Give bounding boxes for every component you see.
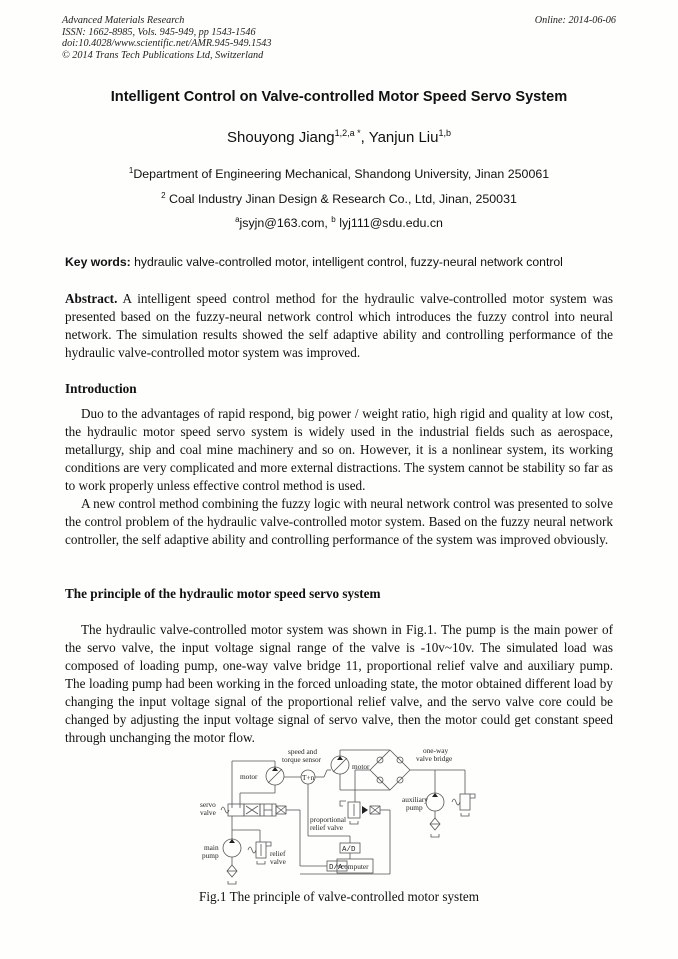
author-superscript: 1,b — [438, 128, 451, 138]
introduction-paragraph-1 — [65, 405, 613, 495]
section-heading-introduction: Introduction — [65, 381, 137, 396]
label-servo-line1: servo — [200, 800, 216, 809]
journal-name: Advanced Materials Research — [62, 15, 185, 26]
journal-doi[interactable]: doi:10.4028/www.scientific.net/AMR.945-949.1543 — [62, 38, 272, 49]
affiliation-superscript: 2 — [161, 191, 166, 200]
label-motor-left: motor — [240, 772, 258, 781]
auxiliary-relief-valve-icon — [452, 770, 475, 816]
main-pump-icon — [223, 839, 241, 857]
servo-valve-icon — [221, 804, 286, 816]
paper-title: Intelligent Control on Valve-controlled Motor Speed Servo System — [110, 89, 568, 105]
affiliation-1 — [0, 166, 678, 181]
online-date: Online: 2014-06-06 — [534, 15, 616, 26]
author-list — [0, 128, 678, 146]
author-name: Shouyong Jiang — [227, 129, 335, 146]
abstract — [65, 290, 613, 362]
label-prop-line2: relief valve — [310, 823, 344, 832]
left-motor-icon — [266, 767, 284, 785]
label-main-line2: pump — [202, 851, 219, 860]
affiliation-text: Department of Engineering Mechanical, Shandong University, Jinan 250061 — [133, 167, 550, 181]
affiliation-superscript: 1 — [128, 166, 134, 175]
label-aux-line2: pump — [406, 803, 423, 812]
auxiliary-pump-icon — [426, 793, 444, 811]
abstract-text: A intelligent speed control method for the hydraulic valve-controlled motor system was presented based on the fuzzy-neural network control which introduces the fuzzy control into neural network. The simulation results showed the self adaptive ability and controlling performance of the hydraulic valve-controlled motor system was improved. — [65, 291, 613, 360]
paragraph-text: A new control method combining the fuzzy logic with neural network control was presented to solve the control problem of the hydraulic valve-controlled motor system. Based on the fuzzy neural network controller, the self adaptive ability and controlling performance of the system was improved obviously. — [65, 496, 613, 547]
label-relief-line2: valve — [270, 857, 286, 866]
hydraulic-system-diagram — [190, 740, 490, 890]
label-sensor-symbol: T+n — [302, 773, 315, 782]
label-bridge-line2: valve bridge — [416, 754, 453, 763]
label-sensor-line2: torque sensor — [282, 755, 322, 764]
main-filter-icon — [227, 865, 237, 884]
label-servo-line2: valve — [200, 808, 216, 817]
label-aux-line1: auxiliary — [402, 795, 428, 804]
paragraph-text: The hydraulic valve-controlled motor system was shown in Fig.1. The pump is the main power of the servo valve, the input voltage signal range of the valve is -10v~10v. The simulated load was composed of loading pump, one-way valve bridge 11, proportional relief valve and auxiliary pump. The loading pump had been working in the forced unloading state, the motor obtained different load by changing the input voltage signal of the proportional relief valve, and the servo valve core could be changed by adjusting the input voltage signal of servo valve, then the motor could get constant speed through unchanging the motor flow. — [65, 622, 613, 745]
label-computer: computer — [341, 862, 369, 871]
label-motor-right: motor — [352, 762, 370, 771]
label-da: D/A — [329, 864, 343, 872]
author-separator: , — [360, 129, 369, 146]
label-prop-line1: proportional — [310, 815, 347, 824]
label-main-line1: main — [204, 843, 219, 852]
affiliation-text: Coal Industry Jinan Design & Research Co., Ltd, Jinan, 250031 — [165, 192, 517, 206]
journal-header — [62, 15, 271, 61]
author-name: Yanjun Liu — [368, 129, 439, 146]
email-superscript: a — [235, 215, 240, 224]
abstract-label: Abstract. — [65, 291, 118, 306]
right-motor-icon — [331, 756, 349, 774]
email-superscript: b — [331, 215, 336, 224]
paragraph-text: Duo to the advantages of rapid respond, big power / weight ratio, high rigid and quality at low cost, the hydraulic motor speed servo system is widely used in the industrial fields such as aerospace, metallurgy, ship and coal mine machinery and so on. However, it is a nonlinear system, its working conditions are very complicated and more external distractions. The system cannot be stability so far as to work properly unless effective control method is used. — [65, 406, 613, 493]
label-relief-line1: relief — [270, 849, 286, 858]
author-emails — [0, 215, 678, 230]
journal-issn: ISSN: 1662-8985, Vols. 945-949, pp 1543-1546 — [62, 26, 256, 38]
email-link[interactable]: lyj111@sdu.edu.cn — [335, 216, 443, 230]
relief-valve-icon — [248, 842, 271, 864]
label-bridge-line1: one-way — [423, 746, 449, 755]
journal-copyright: © 2014 Trans Tech Publications Ltd, Switzerland — [62, 49, 264, 61]
introduction-paragraph-2 — [65, 495, 613, 549]
auxiliary-filter-icon — [430, 818, 440, 837]
keywords-text: hydraulic valve-controlled motor, intelligent control, fuzzy-neural network control — [130, 255, 563, 269]
author-superscript: 1,2,a * — [334, 128, 361, 138]
one-way-valve-bridge-icon — [370, 750, 410, 790]
label-ad: A/D — [342, 846, 356, 854]
section-heading-principle: The principle of the hydraulic motor speed servo system — [65, 586, 381, 601]
figure-caption: Fig.1 The principle of valve-controlled motor system — [199, 889, 479, 904]
affiliation-2 — [0, 191, 678, 206]
label-sensor-line1: speed and — [288, 747, 317, 756]
email-link[interactable]: jsyjn@163.com, — [239, 216, 332, 230]
keywords — [65, 255, 563, 269]
principle-paragraph-1 — [65, 621, 613, 747]
keywords-label: Key words: — [65, 255, 131, 269]
